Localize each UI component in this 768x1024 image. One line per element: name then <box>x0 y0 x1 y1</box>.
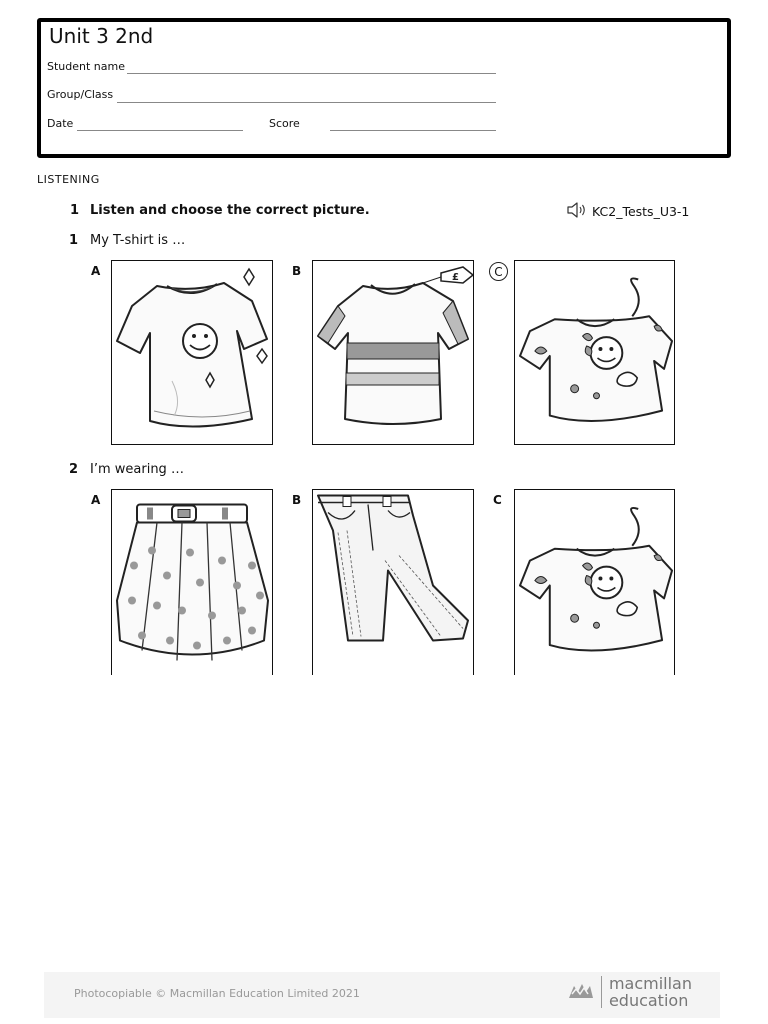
jeans-icon[interactable] <box>312 489 474 675</box>
question-2-text: I’m wearing … <box>90 462 184 477</box>
polka-dot-skirt-icon[interactable] <box>111 489 273 675</box>
brand-divider <box>601 976 602 1008</box>
date-field[interactable] <box>77 130 243 131</box>
section-heading: LISTENING <box>37 173 100 186</box>
group-class-field[interactable] <box>117 102 496 103</box>
svg-text:£: £ <box>452 272 459 283</box>
q1-option-b-letter[interactable]: B <box>292 264 302 278</box>
macmillan-logo-icon <box>568 980 594 1004</box>
group-class-label: Group/Class <box>47 88 114 101</box>
score-field[interactable] <box>330 130 496 131</box>
audio-track-label: KC2_Tests_U3-1 <box>592 204 690 219</box>
tshirt-striped-with-price-tag-icon[interactable] <box>312 260 474 445</box>
q2-option-c-letter[interactable]: C <box>493 493 502 507</box>
question-1-text: My T-shirt is … <box>90 233 186 248</box>
exercise-number: 1 <box>70 203 80 218</box>
unit-title: Unit 3 2nd <box>49 24 154 48</box>
q1-option-c-selected-letter[interactable]: C <box>489 262 508 281</box>
student-info-box <box>37 18 731 158</box>
page-footer <box>44 972 720 1018</box>
tshirt-dirty-smiley-icon[interactable] <box>514 489 675 675</box>
question-1-number: 1 <box>69 233 79 248</box>
q2-option-b-letter[interactable]: B <box>292 493 302 507</box>
tshirt-dirty-smiley-icon[interactable] <box>514 260 675 445</box>
student-name-field[interactable] <box>127 73 496 74</box>
tshirt-smiley-clean-icon[interactable] <box>111 260 273 445</box>
publisher-brand <box>568 975 692 1009</box>
date-label: Date <box>47 117 74 130</box>
audio-track[interactable] <box>566 201 689 222</box>
q1-option-a-letter[interactable]: A <box>91 264 101 278</box>
exercise-instruction: Listen and choose the correct picture. <box>90 203 370 218</box>
score-label: Score <box>269 117 300 130</box>
student-name-label: Student name <box>47 60 125 73</box>
copyright-text: Photocopiable © Macmillan Education Limited 2021 <box>74 987 360 1000</box>
brand-name-line2: education <box>608 991 689 1010</box>
brand-name-line1: macmillan <box>608 974 692 993</box>
question-2-number: 2 <box>69 462 79 477</box>
q2-option-a-letter[interactable]: A <box>91 493 101 507</box>
speaker-icon[interactable] <box>566 201 588 222</box>
